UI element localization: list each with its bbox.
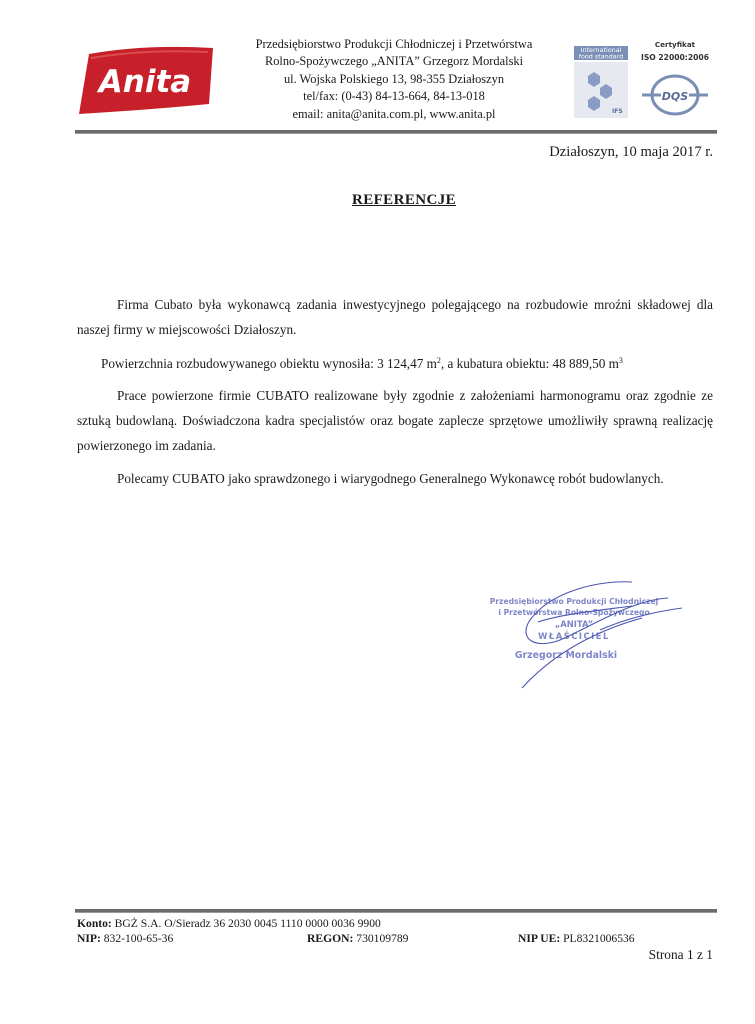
bank-account: Konto: BGŻ S.A. O/Sieradz 36 2030 0045 1110 0000 0036 9900 (77, 917, 381, 930)
company-name-line: Rolno-Spożywczego „ANITA” Grzegorz Mordalski (264, 54, 524, 69)
svg-text:i Przetwórstwa Rolno-Spożywcze: i Przetwórstwa Rolno-Spożywczego (498, 608, 650, 617)
ifs-certificate-icon (574, 46, 628, 118)
paragraph-1: Firma Cubato była wykonawcą zadania inwestycyjnego polegającego na rozbudowie mroźni składowej dla naszej firmy w miejscowości Działoszyn. (77, 297, 713, 337)
svg-text:WŁAŚCICIEL: WŁAŚCICIEL (538, 631, 610, 641)
svg-text:Przedsiębiorstwo Produkcji Chł: Przedsiębiorstwo Produkcji Chłodniczej (489, 597, 659, 606)
svg-text:DQS: DQS (661, 90, 689, 103)
letter-date: Działoszyn, 10 maja 2017 r. (549, 144, 713, 160)
nip-ue-number: NIP UE: PL8321006536 (518, 932, 635, 945)
svg-text:Grzegorz Mordalski: Grzegorz Mordalski (514, 650, 618, 661)
iso-certificate-icon (641, 40, 709, 114)
svg-text:Certyfikat: Certyfikat (654, 40, 696, 49)
certificates-block (572, 38, 718, 120)
company-name-line: Przedsiębiorstwo Produkcji Chłodniczej i Przetwórstwa (255, 37, 533, 51)
company-address-block (228, 36, 560, 123)
svg-text:food standard: food standard (578, 52, 624, 61)
svg-text:IFS: IFS (612, 108, 623, 115)
company-phone-line: tel/fax: (0-43) 84-13-664, 84-13-018 (303, 89, 485, 104)
paragraph-2: Powierzchnia rozbudowywanego obiektu wynosiła: 3 124,47 $m^2$, a kubatura obiektu: 48 889,50 $m^3$ (101, 356, 623, 371)
company-stamp (482, 560, 692, 695)
anita-logo (75, 42, 217, 118)
letter-title: REFERENCJE (351, 192, 456, 208)
logo-text: Anita (98, 64, 192, 100)
svg-text:International: International (580, 46, 622, 54)
footer-divider (75, 909, 717, 913)
regon-number: REGON: 730109789 (307, 932, 409, 945)
paragraph-4: Polecamy CUBATO jako sprawdzonego i wiarygodnego Generalnego Wykonawcę robót budowlanych. (117, 471, 664, 486)
company-street-line: ul. Wojska Polskiego 13, 98-355 Działoszyn (283, 71, 505, 86)
company-email-line: email: anita@anita.com.pl, www.anita.pl (292, 106, 496, 121)
nip-number: NIP: 832-100-65-36 (77, 932, 174, 945)
page-number: Strona 1 z 1 (648, 947, 713, 962)
svg-text:ISO 22000:2006: ISO 22000:2006 (641, 53, 709, 62)
paragraph-3: Prace powierzone firmie CUBATO realizowane były zgodnie z założeniami harmonogramu oraz zgodnie ze sztuką budowlaną. Doświadczona kadra specjalistów oraz bogate zaplecze sprzętowe umożliwiły sprawną realizację powierzonego im zadania. (77, 388, 713, 453)
header-divider (75, 130, 717, 134)
svg-text:„ANITA”: „ANITA” (554, 619, 594, 629)
